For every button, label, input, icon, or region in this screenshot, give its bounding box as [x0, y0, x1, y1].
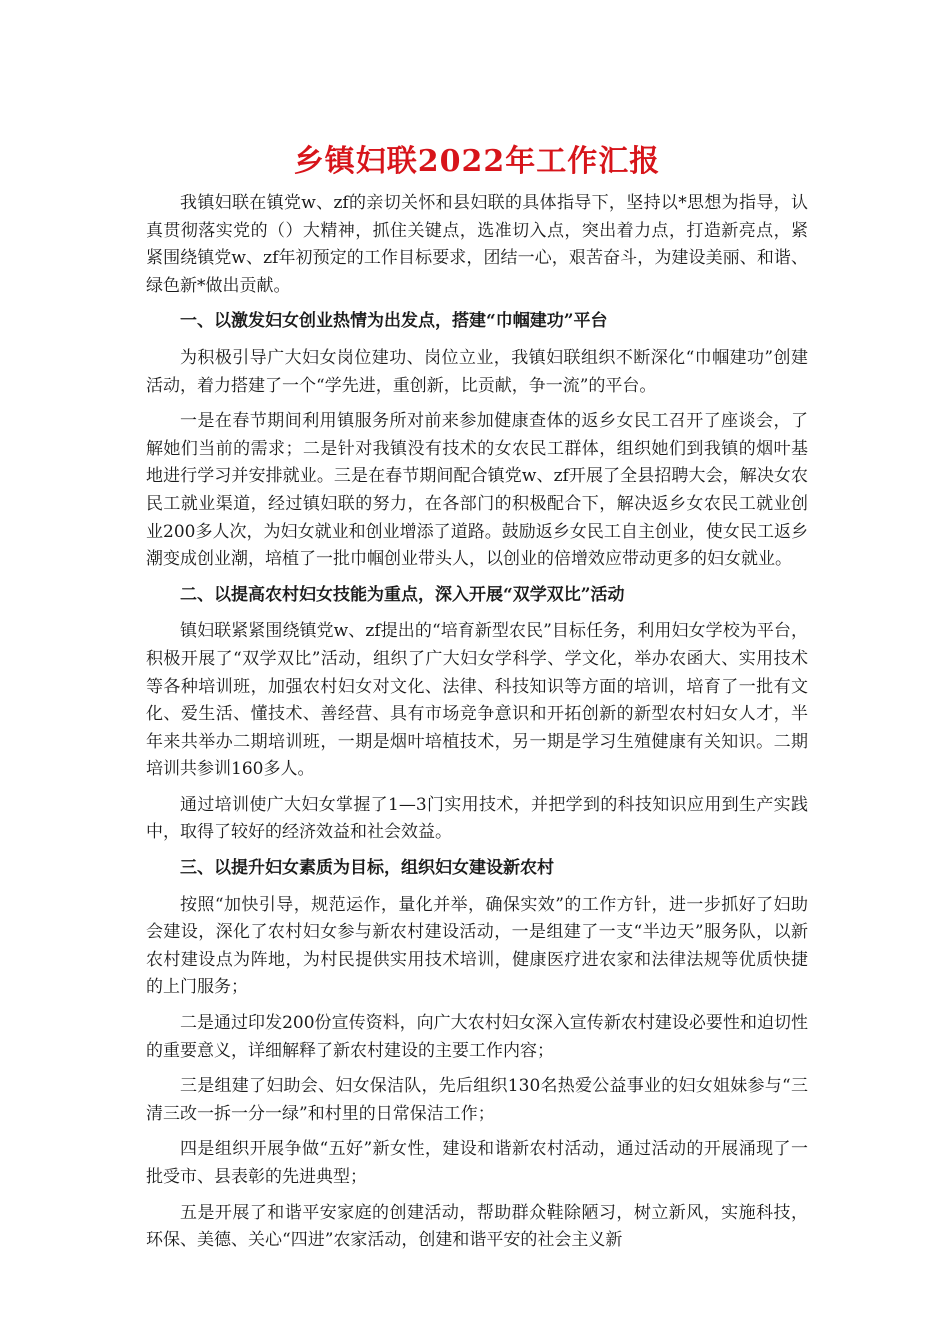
intro-paragraph: 我镇妇联在镇党w、zf的亲切关怀和县妇联的具体指导下，坚持以*思想为指导，认真贯彻落实党的（）大精神，抓住关键点，选准切入点，突出着力点，打造新亮点，紧紧围绕镇党w、zf年初预定的工作目标要求，团结一心，艰苦奋斗，为建设美丽、和谐、绿色新*做出贡献。: [146, 193, 808, 296]
section-1-paragraph-2: 一是在春节期间利用镇服务所对前来参加健康查体的返乡女民工召开了座谈会，了解她们当前的需求；二是针对我镇没有技术的女农民工群体，组织她们到我镇的烟叶基地进行学习并安排就业。三是在春节期间配合镇党w、zf开展了全县招聘大会，解决女农民工就业渠道，经过镇妇联的努力，在各部门的积极配合下，解决返乡女农民工就业创业200多人次，为妇女就业和创业增添了道路。鼓励返乡女民工自主创业，使女民工返乡潮变成创业潮，培植了一批巾帼创业带头人，以创业的倍增效应带动更多的妇女就业。: [146, 411, 808, 570]
section-1-heading: 一、以激发妇女创业热情为出发点，搭建“巾帼建功”平台: [180, 311, 608, 332]
section-3-paragraph-1: 按照“加快引导，规范运作，量化并举，确保实效”的工作方针，进一步抓好了妇助会建设，深化了农村妇女参与新农村建设活动，一是组建了一支“半边天”服务队，以新农村建设点为阵地，为村民提供实用技术培训，健康医疗进农家和法律法规等优质快捷的上门服务；: [146, 894, 808, 998]
section-3-paragraph-3: 三是组建了妇助会、妇女保洁队，先后组织130名热爱公益事业的妇女姐妹参与“三清三改一拆一分一绿”和村里的日常保洁工作；: [146, 1076, 808, 1124]
section-3-heading: 三、以提升妇女素质为目标，组织妇女建设新农村: [180, 858, 554, 879]
section-3-paragraph-4: 四是组织开展争做“五好”新女性，建设和谐新农村活动，通过活动的开展涌现了一批受市、县表彰的先进典型；: [146, 1139, 808, 1187]
section-3-paragraph-5: 五是开展了和谐平安家庭的创建活动，帮助群众鞋除陋习，树立新风，实施科技，环保、美德、关心“四进”农家活动，创建和谐平安的社会主义新: [146, 1202, 808, 1251]
document-title: 乡镇妇联2022年工作汇报: [293, 144, 661, 179]
section-2-paragraph-2: 通过培训使广大妇女掌握了1—3门实用技术，并把学到的科技知识应用到生产实践中，取得了较好的经济效益和社会效益。: [146, 794, 808, 843]
section-2-paragraph-1: 镇妇联紧紧围绕镇党w、zf提出的“培育新型农民”目标任务，利用妇女学校为平台，积极开展了“双学双比”活动，组织了广大妇女学科学、学文化，举办农函大、实用技术等各种培训班，加强农村妇女对文化、法律、科技知识等方面的培训，培育了一批有文化、爱生活、懂技术、善经营、具有市场竞争意识和开拓创新的新型农村妇女人才，半年来共举办二期培训班，一期是烟叶培植技术，另一期是学习生殖健康有关知识。二期培训共参训160多人。: [146, 621, 808, 780]
section-2-heading: 二、以提高农村妇女技能为重点，深入开展“双学双比”活动: [180, 584, 625, 605]
section-1-paragraph-1: 为积极引导广大妇女岗位建功、岗位立业，我镇妇联组织不断深化“巾帼建功”创建活动，着力搭建了一个“学先进，重创新，比贡献，争一流”的平台。: [146, 347, 808, 396]
section-3-paragraph-2: 二是通过印发200份宣传资料，向广大农村妇女深入宣传新农村建设必要性和迫切性的重要意义，详细解释了新农村建设的主要工作内容；: [146, 1013, 808, 1061]
document-page: [146, 140, 808, 1263]
